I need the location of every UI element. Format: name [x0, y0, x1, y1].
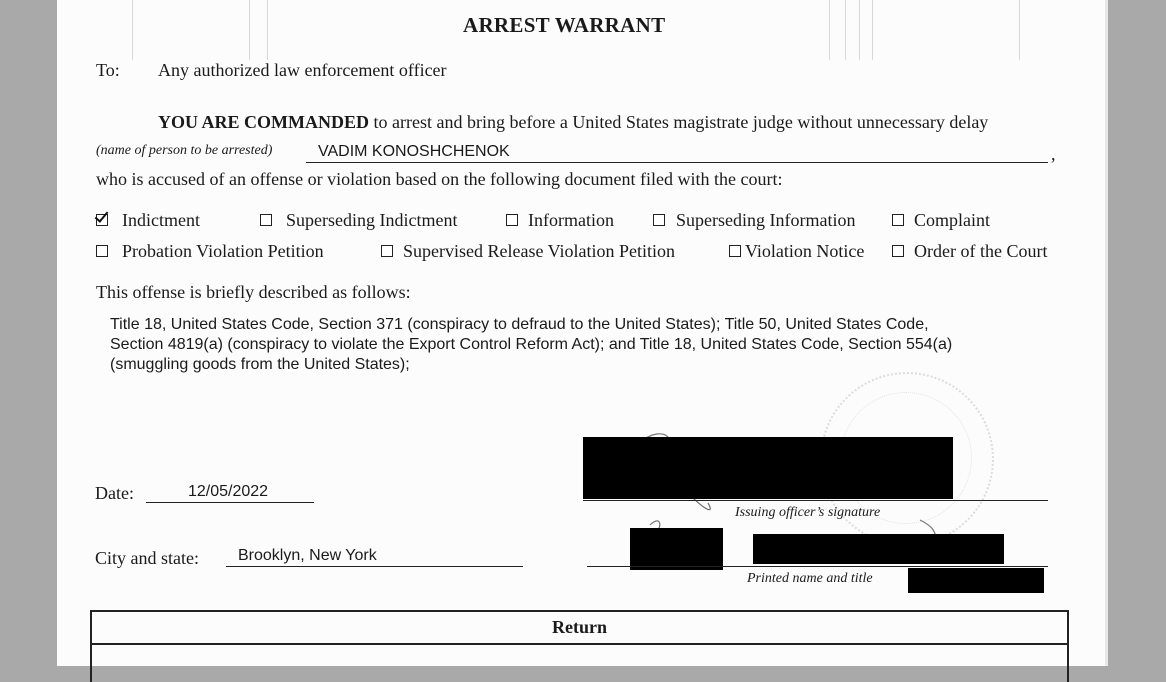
- checkbox-information[interactable]: [506, 214, 518, 226]
- checkbox-probation-violation-petition[interactable]: [96, 245, 108, 257]
- commanded-bold: YOU ARE COMMANDED: [158, 112, 369, 132]
- doc-violation-notice: Violation Notice: [745, 241, 865, 261]
- doc-probation-violation-petition: Probation Violation Petition: [122, 241, 324, 261]
- signature-line: [583, 500, 1048, 501]
- checkbox-order-of-the-court[interactable]: [892, 245, 904, 257]
- page-title: ARREST WARRANT: [463, 13, 666, 37]
- name-label: (name of person to be arrested): [96, 143, 273, 158]
- commanded-rest: to arrest and bring before a United States magistrate judge without unnecessary delay: [373, 112, 989, 132]
- return-heading: Return: [92, 612, 1067, 645]
- offense-line-1: Title 18, United States Code, Section 371 (conspiracy to defraud to the United States); Title 50, United States Code,: [110, 316, 929, 333]
- commanded-line: [158, 112, 988, 133]
- printed-name-line: [587, 566, 1048, 567]
- checkbox-indictment[interactable]: [96, 214, 108, 226]
- printed-name-caption: Printed name and title: [747, 571, 873, 586]
- redacted-signature: [583, 437, 953, 499]
- defendant-name: VADIM KONOSHCHENOK: [318, 143, 510, 160]
- city-underline: [226, 566, 523, 567]
- to-label: To:: [96, 60, 120, 80]
- checkbox-violation-notice[interactable]: [729, 245, 741, 257]
- doc-superseding-indictment: Superseding Indictment: [286, 210, 458, 230]
- doc-information: Information: [528, 210, 614, 230]
- return-section: [90, 610, 1069, 682]
- doc-superseding-information: Superseding Information: [676, 210, 856, 230]
- city-label: City and state:: [95, 548, 199, 568]
- date-underline: [146, 502, 314, 503]
- date-value: 12/05/2022: [188, 483, 269, 500]
- date-label: Date:: [95, 483, 134, 503]
- name-underline: [306, 162, 1048, 163]
- signature-caption: Issuing officer’s signature: [735, 505, 881, 520]
- doc-order-of-the-court: Order of the Court: [914, 241, 1048, 261]
- doc-indictment: Indictment: [122, 210, 200, 230]
- doc-complaint: Complaint: [914, 210, 990, 230]
- to-value: Any authorized law enforcement officer: [158, 60, 447, 80]
- name-comma: ,: [1051, 144, 1056, 164]
- checkbox-complaint[interactable]: [892, 214, 904, 226]
- checkbox-superseding-information[interactable]: [653, 214, 665, 226]
- doc-supervised-release-violation-petition: Supervised Release Violation Petition: [403, 241, 676, 261]
- offense-intro: This offense is briefly described as follows:: [96, 282, 411, 302]
- offense-line-2: Section 4819(a) (conspiracy to violate the Export Control Reform Act); and Title 18, United States Code, Section 554(a): [110, 336, 953, 353]
- redacted-title: [908, 568, 1044, 593]
- redacted-name-part-1: [630, 528, 723, 570]
- checkbox-superseding-indictment[interactable]: [260, 214, 272, 226]
- offense-line-3: (smuggling goods from the United States);: [110, 356, 410, 373]
- redacted-name-part-2: [753, 534, 1004, 564]
- checkbox-supervised-release-violation-petition[interactable]: [381, 245, 393, 257]
- accused-text: who is accused of an offense or violation based on the following document filed with the court:: [96, 169, 783, 189]
- city-value: Brooklyn, New York: [238, 547, 377, 564]
